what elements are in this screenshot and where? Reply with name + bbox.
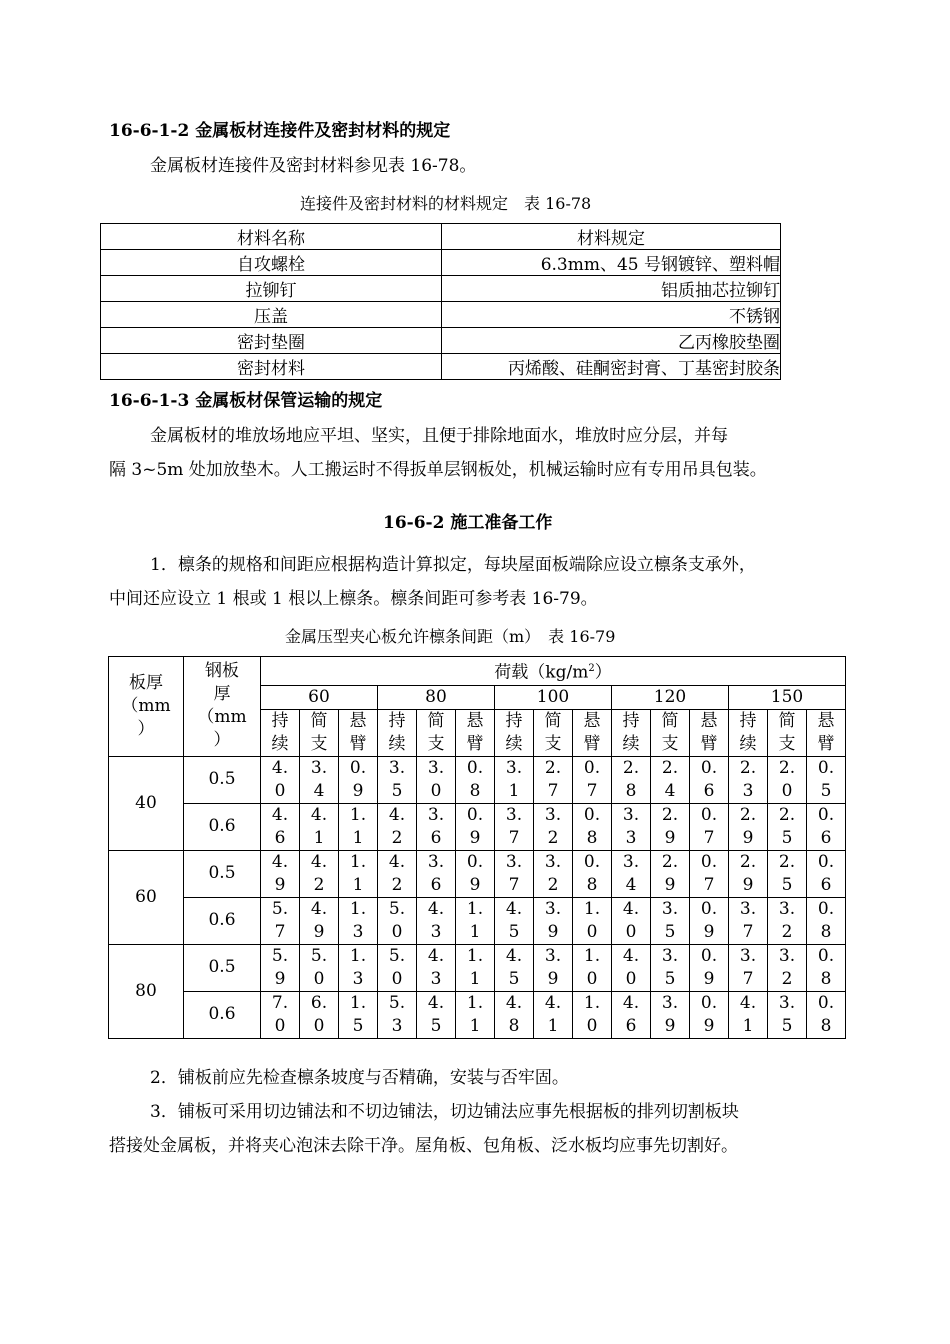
value-cell: 3. 7: [495, 803, 534, 850]
value-cell: 4. 3: [417, 897, 456, 944]
table-row: [109, 756, 846, 803]
section-heading-16-6-1-3: 16-6-1-3 金属板材保管运输的规定: [109, 391, 383, 411]
paragraph-line: 2．铺板前应先检查檩条坡度与否精确，安装与否牢固。: [150, 1068, 569, 1088]
value-cell: 3. 9: [534, 897, 573, 944]
table-header-cell: 材料名称: [101, 224, 442, 250]
table-78: [100, 223, 781, 380]
steel-thickness-cell: 0.5: [184, 850, 261, 897]
support-type-cell: 简 支: [417, 709, 456, 756]
value-cell: 4. 3: [417, 944, 456, 991]
paragraph-line: 隔 3~5m 处加放垫木。人工搬运时不得扳单层钢板处，机械运输时应有专用吊具包装。: [109, 460, 767, 480]
support-type-cell: 简 支: [300, 709, 339, 756]
table-cell: 拉铆钉: [101, 276, 442, 302]
value-cell: 0. 9: [339, 756, 378, 803]
value-cell: 1. 5: [339, 991, 378, 1038]
value-cell: 0. 9: [456, 850, 495, 897]
value-cell: 4. 9: [261, 850, 300, 897]
table-cell: 自攻螺栓: [101, 250, 442, 276]
load-value-cell: 60: [261, 685, 378, 709]
value-cell: 3. 2: [768, 944, 807, 991]
value-cell: 0. 9: [690, 944, 729, 991]
value-cell: 4. 5: [417, 991, 456, 1038]
table-row: [101, 276, 781, 302]
steel-thickness-cell: 0.6: [184, 991, 261, 1038]
value-cell: 0. 5: [807, 756, 846, 803]
value-cell: 4. 0: [612, 897, 651, 944]
load-header: 荷载$(kg/m^2)$: [261, 657, 846, 686]
section-heading-16-6-2: 16-6-2 施工准备工作: [383, 513, 553, 533]
value-cell: 3. 6: [417, 850, 456, 897]
support-type-cell: 悬 臂: [573, 709, 612, 756]
value-cell: 3. 9: [651, 991, 690, 1038]
value-cell: 1. 0: [573, 991, 612, 1038]
table-row: [101, 302, 781, 328]
value-cell: 2. 9: [729, 850, 768, 897]
value-cell: 2. 9: [651, 850, 690, 897]
table-header-row: [101, 224, 781, 250]
support-type-cell: 持 续: [729, 709, 768, 756]
value-cell: 0. 7: [573, 756, 612, 803]
thickness-cell: 40: [109, 756, 184, 850]
value-cell: 3. 7: [495, 850, 534, 897]
support-type-cell: 简 支: [651, 709, 690, 756]
table-row: [109, 803, 846, 850]
value-cell: 3. 7: [729, 944, 768, 991]
value-cell: 3. 2: [534, 803, 573, 850]
support-type-cell: 悬 臂: [807, 709, 846, 756]
table-cell: 不锈钢: [442, 302, 781, 328]
value-cell: 0. 8: [573, 850, 612, 897]
support-type-cell: 悬 臂: [339, 709, 378, 756]
value-cell: 3. 0: [417, 756, 456, 803]
load-value-cell: 150: [729, 685, 846, 709]
value-cell: 4. 6: [612, 991, 651, 1038]
value-cell: 4. 2: [378, 803, 417, 850]
value-cell: 2. 8: [612, 756, 651, 803]
value-cell: 2. 5: [768, 803, 807, 850]
value-cell: 7. 0: [261, 991, 300, 1038]
value-cell: 4. 1: [534, 991, 573, 1038]
value-cell: 3. 2: [534, 850, 573, 897]
table-79: [108, 656, 846, 1039]
support-type-cell: 简 支: [534, 709, 573, 756]
value-cell: 2. 9: [729, 803, 768, 850]
load-value-cell: 100: [495, 685, 612, 709]
value-cell: 1. 1: [339, 850, 378, 897]
support-type-cell: 持 续: [378, 709, 417, 756]
value-cell: 4. 0: [261, 756, 300, 803]
value-cell: 2. 5: [768, 850, 807, 897]
table-cell: 乙丙橡胶垫圈: [442, 328, 781, 354]
value-cell: 4. 2: [300, 850, 339, 897]
value-cell: 5. 0: [300, 944, 339, 991]
value-cell: 0. 6: [690, 756, 729, 803]
value-cell: 2. 0: [768, 756, 807, 803]
value-cell: 0. 8: [807, 897, 846, 944]
table-row: [109, 944, 846, 991]
thickness-cell: 60: [109, 850, 184, 944]
support-type-cell: 持 续: [261, 709, 300, 756]
value-cell: 3. 2: [768, 897, 807, 944]
table-78-caption: 连接件及密封材料的材料规定 表 16-78: [300, 194, 592, 213]
value-cell: 1. 1: [456, 897, 495, 944]
value-cell: 0. 7: [690, 803, 729, 850]
value-cell: 4. 6: [261, 803, 300, 850]
steel-thickness-header: 钢板 厚 （mm ）: [184, 657, 261, 757]
value-cell: 1. 0: [573, 944, 612, 991]
value-cell: 0. 8: [807, 944, 846, 991]
table-cell: 压盖: [101, 302, 442, 328]
table-row: [101, 328, 781, 354]
value-cell: 2. 9: [651, 803, 690, 850]
value-cell: 3. 9: [534, 944, 573, 991]
value-cell: 1. 3: [339, 897, 378, 944]
table-cell: 密封垫圈: [101, 328, 442, 354]
thickness-header: 板厚 （mm ）: [109, 657, 184, 757]
value-cell: 0. 9: [690, 897, 729, 944]
value-cell: 0. 6: [807, 803, 846, 850]
value-cell: 5. 0: [378, 944, 417, 991]
support-type-cell: 持 续: [612, 709, 651, 756]
support-type-cell: 简 支: [768, 709, 807, 756]
value-cell: 4. 2: [378, 850, 417, 897]
paragraph-line: 3．铺板可采用切边铺法和不切边铺法，切边铺法应事先根据板的排列切割板块: [150, 1102, 739, 1122]
value-cell: 0. 8: [573, 803, 612, 850]
load-value-cell: 80: [378, 685, 495, 709]
value-cell: 4. 1: [729, 991, 768, 1038]
value-cell: 2. 7: [534, 756, 573, 803]
value-cell: 3. 4: [300, 756, 339, 803]
value-cell: 0. 9: [456, 803, 495, 850]
steel-thickness-cell: 0.5: [184, 944, 261, 991]
value-cell: 0. 9: [690, 991, 729, 1038]
steel-thickness-cell: 0.6: [184, 803, 261, 850]
value-cell: 1. 1: [456, 944, 495, 991]
value-cell: 4. 1: [300, 803, 339, 850]
steel-thickness-cell: 0.5: [184, 756, 261, 803]
value-cell: 3. 4: [612, 850, 651, 897]
thickness-cell: 80: [109, 944, 184, 1038]
load-value-cell: 120: [612, 685, 729, 709]
section-heading-16-6-1-2: 16-6-1-2 金属板材连接件及密封材料的规定: [109, 121, 451, 141]
value-cell: 3. 5: [651, 944, 690, 991]
support-type-cell: 悬 臂: [690, 709, 729, 756]
table-79-caption: 金属压型夹心板允许檩条间距（m） 表 16-79: [285, 627, 616, 646]
table-row: [101, 250, 781, 276]
table-row: [101, 354, 781, 380]
value-cell: 4. 5: [495, 897, 534, 944]
value-cell: 5. 9: [261, 944, 300, 991]
value-cell: 3. 3: [612, 803, 651, 850]
table-row: [109, 897, 846, 944]
value-cell: 2. 3: [729, 756, 768, 803]
value-cell: 0. 6: [807, 850, 846, 897]
table-cell: 铝质抽芯拉铆钉: [442, 276, 781, 302]
value-cell: 1. 0: [573, 897, 612, 944]
paragraph-line: 中间还应设立 1 根或 1 根以上檩条。檩条间距可参考表 16-79。: [109, 589, 598, 609]
value-cell: 2. 4: [651, 756, 690, 803]
paragraph: 金属板材连接件及密封材料参见表 16-78。: [150, 156, 477, 176]
value-cell: 1. 1: [339, 803, 378, 850]
table-row: [109, 991, 846, 1038]
value-cell: 5. 0: [378, 897, 417, 944]
value-cell: 4. 9: [300, 897, 339, 944]
value-cell: 3. 5: [651, 897, 690, 944]
value-cell: 1. 1: [456, 991, 495, 1038]
value-cell: 3. 5: [378, 756, 417, 803]
value-cell: 5. 3: [378, 991, 417, 1038]
value-cell: 3. 5: [768, 991, 807, 1038]
table-cell: 丙烯酸、硅酮密封膏、丁基密封胶条: [442, 354, 781, 380]
table-row: [109, 850, 846, 897]
value-cell: 4. 0: [612, 944, 651, 991]
steel-thickness-cell: 0.6: [184, 897, 261, 944]
value-cell: 0. 8: [456, 756, 495, 803]
value-cell: 4. 8: [495, 991, 534, 1038]
support-type-cell: 持 续: [495, 709, 534, 756]
value-cell: 0. 8: [807, 991, 846, 1038]
value-cell: 4. 5: [495, 944, 534, 991]
value-cell: 3. 6: [417, 803, 456, 850]
paragraph-line: 金属板材的堆放场地应平坦、坚实，且便于排除地面水，堆放时应分层，并每: [150, 426, 728, 446]
value-cell: 6. 0: [300, 991, 339, 1038]
paragraph-line: 搭接处金属板，并将夹心泡沫去除干净。屋角板、包角板、泛水板均应事先切割好。: [109, 1136, 738, 1156]
value-cell: 5. 7: [261, 897, 300, 944]
value-cell: 3. 7: [729, 897, 768, 944]
value-cell: 0. 7: [690, 850, 729, 897]
table-cell: 6.3mm、45 号钢镀锌、塑料帽: [442, 250, 781, 276]
support-type-cell: 悬 臂: [456, 709, 495, 756]
table-header-cell: 材料规定: [442, 224, 781, 250]
value-cell: 1. 3: [339, 944, 378, 991]
table-cell: 密封材料: [101, 354, 442, 380]
value-cell: 3. 1: [495, 756, 534, 803]
paragraph-line: 1．檩条的规格和间距应根据构造计算拟定，每块屋面板端除应设立檩条支承外，: [150, 555, 756, 575]
